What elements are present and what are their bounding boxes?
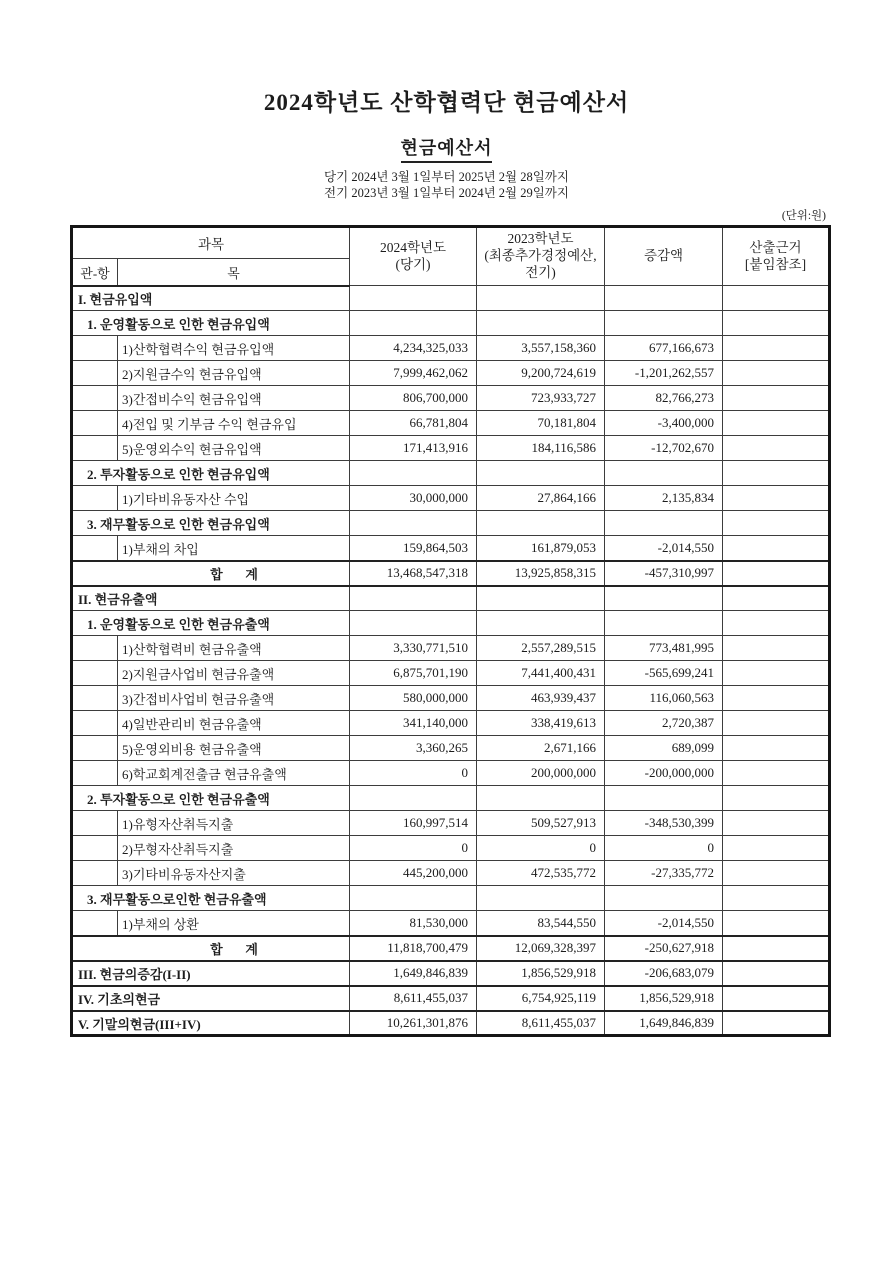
cell-basis	[723, 986, 830, 1011]
row-label: I. 현금유입액	[72, 286, 350, 311]
cell-2024: 159,864,503	[350, 536, 477, 561]
cell-basis	[723, 486, 830, 511]
table-row	[72, 786, 830, 811]
cell-2023	[477, 586, 605, 611]
table-header	[72, 227, 830, 286]
header-basis: 산출근거 [붙임참조]	[723, 227, 830, 286]
row-label: 5)운영외수익 현금유입액	[118, 436, 350, 461]
cell-basis	[723, 461, 830, 486]
cell-basis	[723, 286, 830, 311]
cell-2023	[477, 786, 605, 811]
header-gwan-hang: 관-항	[72, 259, 118, 286]
row-label: 1)산학협력비 현금유출액	[118, 636, 350, 661]
cell-basis	[723, 836, 830, 861]
row-label: 4)일반관리비 현금유출액	[118, 711, 350, 736]
page-title: 2024학년도 산학협력단 현금예산서	[263, 90, 630, 115]
cell-2024: 8,611,455,037	[350, 986, 477, 1011]
cell-diff: 773,481,995	[605, 636, 723, 661]
gwan-hang-cell	[72, 836, 118, 861]
table-row	[72, 811, 830, 836]
cell-diff	[605, 311, 723, 336]
row-label: 1)유형자산취득지출	[118, 811, 350, 836]
cell-2024: 4,234,325,033	[350, 336, 477, 361]
cell-2023: 9,200,724,619	[477, 361, 605, 386]
table-row	[72, 611, 830, 636]
cell-2023	[477, 611, 605, 636]
cell-diff	[605, 511, 723, 536]
gwan-hang-cell	[72, 411, 118, 436]
cell-2023: 8,611,455,037	[477, 1011, 605, 1036]
cell-2024: 0	[350, 761, 477, 786]
cell-2024: 171,413,916	[350, 436, 477, 461]
cell-basis	[723, 436, 830, 461]
cell-basis	[723, 411, 830, 436]
cell-2023: 13,925,858,315	[477, 561, 605, 586]
cell-2023: 70,181,804	[477, 411, 605, 436]
cell-diff: -3,400,000	[605, 411, 723, 436]
cell-basis	[723, 661, 830, 686]
cell-2024	[350, 461, 477, 486]
cell-basis	[723, 761, 830, 786]
gwan-hang-cell	[72, 711, 118, 736]
cell-diff: 2,135,834	[605, 486, 723, 511]
table-row	[72, 711, 830, 736]
gwan-hang-cell	[72, 361, 118, 386]
cell-diff: 1,649,846,839	[605, 1011, 723, 1036]
table-row	[72, 561, 830, 586]
cell-diff	[605, 611, 723, 636]
cell-2024	[350, 586, 477, 611]
table-row	[72, 511, 830, 536]
cell-basis	[723, 711, 830, 736]
gwan-hang-cell	[72, 661, 118, 686]
cell-diff: -206,683,079	[605, 961, 723, 986]
row-label: III. 현금의증감(I-II)	[72, 961, 350, 986]
cell-2024: 10,261,301,876	[350, 1011, 477, 1036]
cell-basis	[723, 886, 830, 911]
cell-2023: 83,544,550	[477, 911, 605, 936]
gwan-hang-cell	[72, 911, 118, 936]
row-label: 1)부채의 차입	[118, 536, 350, 561]
cell-2023: 6,754,925,119	[477, 986, 605, 1011]
cell-2024: 341,140,000	[350, 711, 477, 736]
gwan-hang-cell	[72, 761, 118, 786]
cell-2024: 11,818,700,479	[350, 936, 477, 961]
document-subtitle: 현금예산서	[401, 134, 493, 163]
row-label: II. 현금유출액	[72, 586, 350, 611]
table-row	[72, 411, 830, 436]
cell-basis	[723, 586, 830, 611]
row-label: 2)지원금사업비 현금유출액	[118, 661, 350, 686]
table-row	[72, 736, 830, 761]
table-row	[72, 936, 830, 961]
cell-basis	[723, 336, 830, 361]
table-row	[72, 286, 830, 311]
cell-basis	[723, 311, 830, 336]
row-label: 4)전입 및 기부금 수익 현금유입	[118, 411, 350, 436]
cell-2024: 580,000,000	[350, 686, 477, 711]
cell-diff	[605, 786, 723, 811]
gwan-hang-cell	[72, 436, 118, 461]
cell-2024	[350, 311, 477, 336]
cell-diff: -250,627,918	[605, 936, 723, 961]
cell-basis	[723, 911, 830, 936]
cell-2024: 13,468,547,318	[350, 561, 477, 586]
table-row	[72, 386, 830, 411]
cell-2024	[350, 511, 477, 536]
document-sheet	[70, 207, 828, 1037]
cell-2023	[477, 311, 605, 336]
header-2024: 2024학년도 (당기)	[350, 227, 477, 286]
cell-diff: -200,000,000	[605, 761, 723, 786]
cell-basis	[723, 636, 830, 661]
row-label: 3)기타비유동자산지출	[118, 861, 350, 886]
cell-2023	[477, 511, 605, 536]
cell-2023: 2,557,289,515	[477, 636, 605, 661]
cell-basis	[723, 786, 830, 811]
header-row-1	[72, 227, 830, 259]
table-row	[72, 361, 830, 386]
cell-basis	[723, 961, 830, 986]
period-prior: 전기 2023년 3월 1일부터 2024년 2월 29일까지	[324, 185, 569, 200]
row-label: 3)간접비사업비 현금유출액	[118, 686, 350, 711]
cell-2023: 27,864,166	[477, 486, 605, 511]
cell-diff: -12,702,670	[605, 436, 723, 461]
cell-2023: 12,069,328,397	[477, 936, 605, 961]
table-row	[72, 986, 830, 1011]
cell-diff: -1,201,262,557	[605, 361, 723, 386]
row-label: 5)운영외비용 현금유출액	[118, 736, 350, 761]
cell-basis	[723, 1011, 830, 1036]
cell-basis	[723, 811, 830, 836]
row-label: 3. 재무활동으로 인한 현금유입액	[72, 511, 350, 536]
cell-2024: 6,875,701,190	[350, 661, 477, 686]
cell-2023	[477, 286, 605, 311]
budget-table	[70, 225, 831, 1037]
cell-basis	[723, 861, 830, 886]
header-category: 과목	[72, 227, 350, 259]
gwan-hang-cell	[72, 336, 118, 361]
cell-2023: 472,535,772	[477, 861, 605, 886]
row-label: 2. 투자활동으로 인한 현금유출액	[72, 786, 350, 811]
cell-diff: 116,060,563	[605, 686, 723, 711]
cell-diff	[605, 886, 723, 911]
cell-diff: -2,014,550	[605, 536, 723, 561]
cell-diff: 0	[605, 836, 723, 861]
cell-2024	[350, 786, 477, 811]
cell-2024	[350, 286, 477, 311]
cell-2023: 184,116,586	[477, 436, 605, 461]
cell-2023: 161,879,053	[477, 536, 605, 561]
table-row	[72, 486, 830, 511]
cell-2024: 806,700,000	[350, 386, 477, 411]
cell-2024	[350, 886, 477, 911]
row-label: 1)부채의 상환	[118, 911, 350, 936]
row-label: V. 기말의현금(III+IV)	[72, 1011, 350, 1036]
table-row	[72, 536, 830, 561]
row-label: 1)기타비유동자산 수입	[118, 486, 350, 511]
cell-2024: 30,000,000	[350, 486, 477, 511]
cell-basis	[723, 536, 830, 561]
row-label: IV. 기초의현금	[72, 986, 350, 1011]
header-diff: 증감액	[605, 227, 723, 286]
cell-2024: 445,200,000	[350, 861, 477, 886]
cell-diff: 82,766,273	[605, 386, 723, 411]
cell-diff: -457,310,997	[605, 561, 723, 586]
table-row	[72, 586, 830, 611]
row-label: 1. 운영활동으로 인한 현금유출액	[72, 611, 350, 636]
cell-2023	[477, 886, 605, 911]
cell-basis	[723, 386, 830, 411]
header-mok: 목	[118, 259, 350, 286]
row-label: 합 계	[72, 936, 350, 961]
gwan-hang-cell	[72, 386, 118, 411]
gwan-hang-cell	[72, 636, 118, 661]
cell-2024: 3,330,771,510	[350, 636, 477, 661]
cell-diff: -348,530,399	[605, 811, 723, 836]
cell-diff	[605, 586, 723, 611]
cell-2023: 1,856,529,918	[477, 961, 605, 986]
table-row	[72, 461, 830, 486]
cell-diff: 2,720,387	[605, 711, 723, 736]
row-label: 3. 재무활동으로인한 현금유출액	[72, 886, 350, 911]
period-current: 당기 2024년 3월 1일부터 2025년 2월 28일까지	[324, 170, 569, 184]
cell-2024: 7,999,462,062	[350, 361, 477, 386]
cell-diff: -2,014,550	[605, 911, 723, 936]
table-row	[72, 1011, 830, 1036]
cell-2023: 723,933,727	[477, 386, 605, 411]
row-label: 6)학교회계전출금 현금유출액	[118, 761, 350, 786]
cell-2023: 3,557,158,360	[477, 336, 605, 361]
table-row	[72, 336, 830, 361]
cell-2023: 0	[477, 836, 605, 861]
cell-2023: 338,419,613	[477, 711, 605, 736]
row-label: 2. 투자활동으로 인한 현금유입액	[72, 461, 350, 486]
gwan-hang-cell	[72, 686, 118, 711]
table-row	[72, 861, 830, 886]
row-label: 2)무형자산취득지출	[118, 836, 350, 861]
cell-2024: 160,997,514	[350, 811, 477, 836]
gwan-hang-cell	[72, 486, 118, 511]
table-row	[72, 311, 830, 336]
cell-basis	[723, 736, 830, 761]
row-label: 2)지원금수익 현금유입액	[118, 361, 350, 386]
gwan-hang-cell	[72, 536, 118, 561]
cell-diff: 1,856,529,918	[605, 986, 723, 1011]
row-label: 1. 운영활동으로 인한 현금유입액	[72, 311, 350, 336]
unit-note: (단위:원)	[781, 210, 826, 223]
subtitle-wrap	[0, 134, 893, 163]
table-row	[72, 911, 830, 936]
table-row	[72, 436, 830, 461]
cell-2023	[477, 461, 605, 486]
cell-basis	[723, 561, 830, 586]
cell-2024: 81,530,000	[350, 911, 477, 936]
row-label: 1)산학협력수익 현금유입액	[118, 336, 350, 361]
header-2023: 2023학년도 (최종추가경정예산, 전기)	[477, 227, 605, 286]
cell-2024: 0	[350, 836, 477, 861]
table-row	[72, 661, 830, 686]
cell-diff: -565,699,241	[605, 661, 723, 686]
gwan-hang-cell	[72, 811, 118, 836]
cell-2023: 463,939,437	[477, 686, 605, 711]
cell-2023: 200,000,000	[477, 761, 605, 786]
cell-diff	[605, 461, 723, 486]
cell-diff: -27,335,772	[605, 861, 723, 886]
gwan-hang-cell	[72, 861, 118, 886]
table-row	[72, 761, 830, 786]
cell-diff	[605, 286, 723, 311]
table-row	[72, 836, 830, 861]
cell-diff: 689,099	[605, 736, 723, 761]
cell-2023: 7,441,400,431	[477, 661, 605, 686]
cell-2024	[350, 611, 477, 636]
table-row	[72, 636, 830, 661]
cell-diff: 677,166,673	[605, 336, 723, 361]
cell-2024: 1,649,846,839	[350, 961, 477, 986]
table-row	[72, 886, 830, 911]
cell-basis	[723, 686, 830, 711]
cell-2024: 66,781,804	[350, 411, 477, 436]
cell-2023: 509,527,913	[477, 811, 605, 836]
row-label: 3)간접비수익 현금유입액	[118, 386, 350, 411]
table-row	[72, 686, 830, 711]
cell-basis	[723, 936, 830, 961]
row-label: 합 계	[72, 561, 350, 586]
gwan-hang-cell	[72, 736, 118, 761]
period-block	[0, 170, 893, 201]
table-row	[72, 961, 830, 986]
cell-2024: 3,360,265	[350, 736, 477, 761]
cell-basis	[723, 511, 830, 536]
cell-basis	[723, 611, 830, 636]
cell-basis	[723, 361, 830, 386]
table-body	[72, 286, 830, 1036]
cell-2023: 2,671,166	[477, 736, 605, 761]
